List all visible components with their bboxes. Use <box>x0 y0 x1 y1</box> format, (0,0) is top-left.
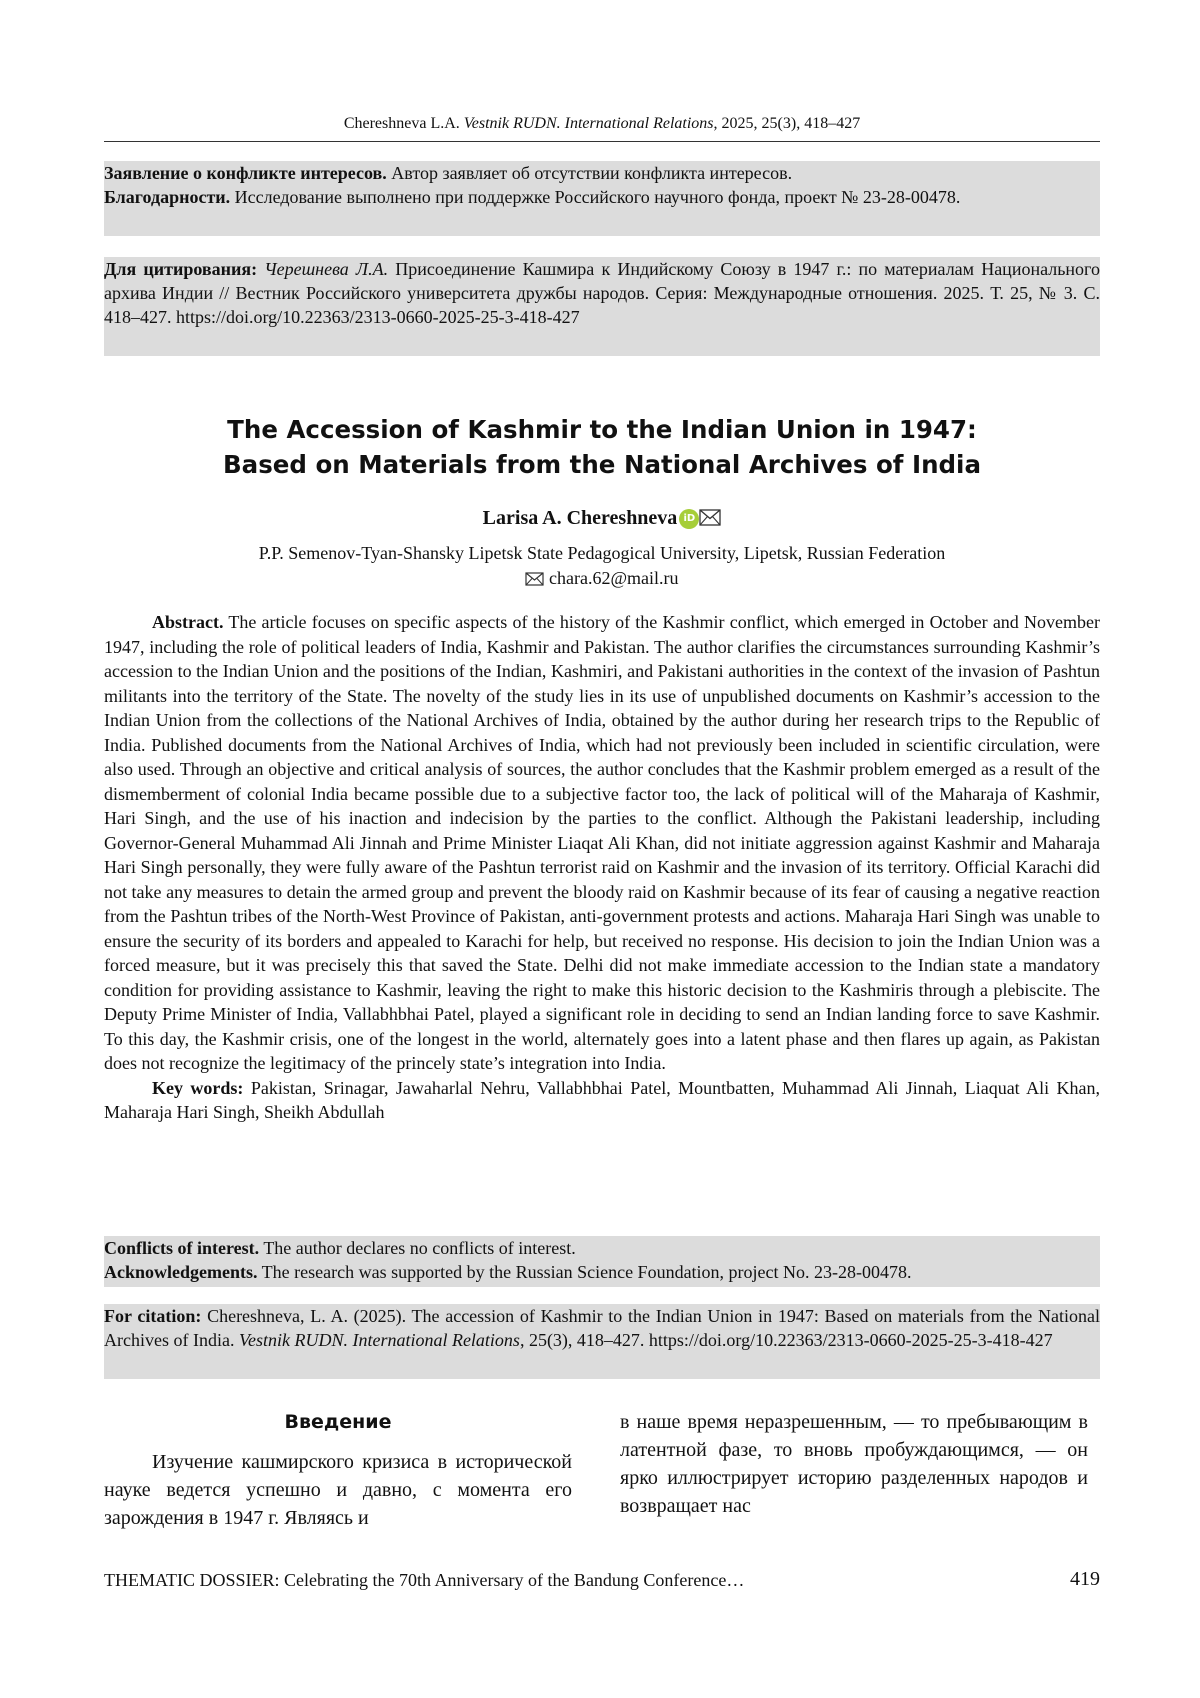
en-citation-text-2: , 25(3), 418–427. https://doi.org/10.22363/2313-0660-2025-25-3-418-427 <box>520 1330 1053 1350</box>
ru-ack-label: Благодарности. <box>104 187 230 207</box>
en-ack-text: The research was supported by the Russian Science Foundation, project No. 23-28-00478. <box>258 1262 912 1282</box>
en-conflict-label: Conflicts of interest. <box>104 1238 259 1258</box>
ru-citation-author: Черешнева Л.А. <box>264 259 388 279</box>
running-head-journal: Vestnik RUDN. International Relations <box>464 115 714 132</box>
ru-conflict-label: Заявление о конфликте интересов. <box>104 163 387 183</box>
body-column-right <box>620 1408 1088 1520</box>
body-paragraph-right: в наше время неразрешенным, — то пребывающим в латентной фазе, то вновь пробуждающимся, — он ярко иллюстрирует историю разделенных народов и возвращает нас <box>620 1408 1088 1520</box>
keywords-label: Key words: <box>152 1078 243 1098</box>
orcid-icon[interactable]: iD <box>679 509 699 529</box>
envelope-icon <box>525 572 544 586</box>
en-citation-label: For citation: <box>104 1306 201 1326</box>
abstract-paragraph <box>104 610 1100 1076</box>
body-column-left <box>104 1408 572 1532</box>
en-citation-journal: Vestnik RUDN. International Relations <box>239 1330 520 1350</box>
author-line <box>104 505 1100 531</box>
ru-declarations-box <box>104 161 1100 236</box>
author-name: Larisa A. Chereshneva <box>483 507 678 529</box>
en-acknowledgements <box>104 1260 1100 1284</box>
en-conflict-statement <box>104 1236 1100 1260</box>
en-declarations-box <box>104 1236 1100 1287</box>
footer-section-title: THEMATIC DOSSIER: Celebrating the 70th Anniversary of the Bandung Conference… <box>104 1568 744 1592</box>
ru-ack-text: Исследование выполнено при поддержке Российского научного фонда, проект № 23-28-00478. <box>230 187 960 207</box>
journal-page <box>0 0 1200 1698</box>
ru-citation <box>104 257 1100 329</box>
article-title-line-1: The Accession of Kashmir to the Indian Union in 1947: <box>104 412 1100 447</box>
ru-citation-box <box>104 257 1100 356</box>
en-citation-text-1: Chereshneva, L. A. (2025). The accession of Kashmir to the Indian Union in 1947: Based on materials from the National Archives of India. <box>104 1306 1100 1350</box>
ru-acknowledgements <box>104 185 1100 209</box>
en-citation-box <box>104 1304 1100 1379</box>
body-paragraph-left: Изучение кашмирского кризиса в исторической науке ведется успешно и давно, с момента его зарождения в 1947 г. Являясь и <box>104 1448 572 1532</box>
abstract-text: The article focuses on specific aspects of the history of the Kashmir conflict, which emerged in October and November 1947, including the role of political leaders of India, Kashmir and Pakistan. The author clarifies the circumstances surrounding Kashmir’s accession to the Indian Union and the positions of the Indian, Kashmiri, and Pakistani authorities in the context of the invasion of Pashtun militants into the territory of the State. The novelty of the study lies in its use of unpublished documents on Kashmir’s accession to the Indian Union from the collections of the National Archives of India, obtained by the author during her research trips to the Republic of India. Published documents from the National Archives of India, which had not previously been included in scientific circulation, were also used. Through an objective and critical analysis of sources, the author concludes that the Kashmir problem emerged as a result of the dismemberment of colonial India became possible due to a subjective factor too, the lack of political will of the Maharaja of Kashmir, Hari Singh, and the use of his inaction and indecision by the parties to the conflict. Although the Pakistani leadership, including Governor-General Muhammad Ali Jinnah and Prime Minister Liaqat Ali Khan, did not initiate aggression against Kashmir and Maharaja Hari Singh personally, they were fully aware of the Pashtun terrorist raid on Kashmir and the invasion of its territory. Official Karachi did not take any measures to detain the armed group and prevent the bloody raid on Kashmir because of its fear of causing a negative reaction from the Pashtun tribes of the North-West Province of Pakistan, anti-government protests and actions. Maharaja Hari Singh was unable to ensure the security of its borders and appealed to Karachi for help, but received no response. His decision to join the Indian Union was a forced measure, but it was precisely this that saved the State. Delhi did not make immediate accession to the Indian state a mandatory condition for providing assistance to Kashmir, leaving the right to make this historic decision to the Kashmiris through a plebiscite. The Deputy Prime Minister of India, Vallabhbhai Patel, played a significant role in deciding to send an Indian landing force to save Kashmir. To this day, the Kashmir crisis, one of the longest in the world, alternately goes into a latent phase and then flares up again, as Pakistan does not recognize the legitimacy of the princely state’s integration into India. <box>104 612 1100 1073</box>
ru-conflict-statement <box>104 161 1100 185</box>
article-title-line-2: Based on Materials from the National Archives of India <box>104 447 1100 482</box>
keywords-paragraph <box>104 1076 1100 1125</box>
en-ack-label: Acknowledgements. <box>104 1262 258 1282</box>
abstract-label: Abstract. <box>152 612 223 632</box>
author-email-line <box>104 566 1100 591</box>
article-title <box>104 412 1100 482</box>
running-head-details: , 2025, 25(3), 418–427 <box>714 115 861 132</box>
page-number: 419 <box>1070 1566 1100 1592</box>
en-citation <box>104 1304 1100 1352</box>
author-email[interactable]: chara.62@mail.ru <box>549 568 679 588</box>
envelope-icon[interactable] <box>699 509 721 526</box>
ru-citation-label: Для цитирования: <box>104 259 257 279</box>
abstract-section <box>104 610 1100 1125</box>
author-affiliation: P.P. Semenov-Tyan-Shansky Lipetsk State Pedagogical University, Lipetsk, Russian Federation <box>104 541 1100 566</box>
en-conflict-text: The author declares no conflicts of interest. <box>259 1238 576 1258</box>
section-heading-introduction: Введение <box>104 1408 572 1436</box>
header-rule <box>104 141 1100 142</box>
running-head-authors: Chereshneva L.A. <box>344 115 460 132</box>
running-head <box>104 114 1100 134</box>
ru-citation-text: Присоединение Кашмира к Индийскому Союзу в 1947 г.: по материалам Национального архива Индии // Вестник Российского университета дружбы народов. Серия: Международные отношения. 2025. Т. 25, № 3. С. 418–427. https://doi.org/10.22363/2313-0660-2025-25-3-418-427 <box>104 259 1100 327</box>
keywords-text: Pakistan, Srinagar, Jawaharlal Nehru, Vallabhbhai Patel, Mountbatten, Muhammad Ali Jinnah, Liaquat Ali Khan, Maharaja Hari Singh, Sheikh Abdullah <box>104 1078 1100 1123</box>
ru-conflict-text: Автор заявляет об отсутствии конфликта интересов. <box>387 163 792 183</box>
